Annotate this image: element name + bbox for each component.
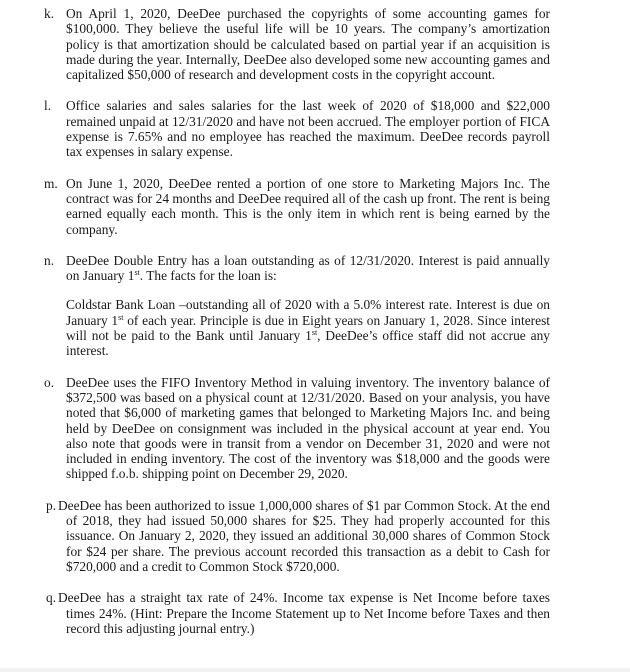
item-marker: k. bbox=[44, 6, 55, 21]
text-segment: DeeDee Double Entry has a loan outstanding as of 12/31/2020. Interest is paid annually on January 1 bbox=[66, 252, 550, 284]
item-text bbox=[66, 253, 550, 284]
text-segment: , DeeDee’s office staff did not accrue any interest. bbox=[66, 328, 550, 359]
item-marker: n. bbox=[44, 252, 55, 268]
item-o bbox=[44, 374, 550, 482]
item-p bbox=[46, 497, 550, 574]
text-segment: Coldstar Bank Loan –outstanding all of 2020 with a 5.0% interest rate. Interest is due on January 1 bbox=[66, 297, 550, 328]
item-text: DeeDee has been authorized to issue 1,000,000 shares of $1 par Common Stock. At the end of 2018, they had issued 50,000 shares for $25. They had properly accounted for this issuance. On January 2, 2020, they issued an additional 30,000 shares of Common Stock for $24 per share. The previous account recorded this transaction as a debit to Cash for $720,000 and a credit to Common Stock $720,000. bbox=[58, 497, 550, 574]
superscript: st bbox=[118, 312, 124, 322]
item-q bbox=[46, 590, 550, 636]
item-l bbox=[44, 98, 550, 160]
item-m bbox=[44, 175, 550, 237]
text-segment: of each year. Principle is due in Eight years on January 1, 2028. Since interest will not be paid to the Bank until January 1 bbox=[66, 312, 550, 344]
item-k bbox=[44, 6, 550, 83]
item-n bbox=[44, 252, 550, 359]
item-marker: q. bbox=[46, 590, 57, 606]
document bbox=[0, 6, 630, 652]
text-segment: . The facts for the loan is: bbox=[139, 268, 277, 284]
item-marker: m. bbox=[44, 175, 58, 191]
item-marker: l. bbox=[44, 98, 52, 114]
page-bottom-edge bbox=[0, 668, 630, 672]
item-text: On April 1, 2020, DeeDee purchased the copyrights of some accounting games for $100,000. They believe the useful life will be 10 years. The company’s amortization policy is that amortization should be calculated based on partial year if an acquisition is made during the year. Internally, DeeDee also developed some new accounting games and capitalized $50,000 of research and development costs in the copyright account. bbox=[66, 6, 550, 83]
loan-details bbox=[66, 297, 550, 358]
item-text: Office salaries and sales salaries for the last week of 2020 of $18,000 and $22,000 remained unpaid at 12/31/2020 and have not been accrued. The employer portion of FICA expense is 7.65% and no employee has reached the maximum. DeeDee records payroll tax expenses in salary expense. bbox=[66, 98, 550, 160]
item-text: DeeDee uses the FIFO Inventory Method in valuing inventory. The inventory balance of $372,500 was based on a physical count at 12/31/2020. Based on your analysis, you have noted that $6,000 of marketing games that belonged to Marketing Majors Inc. and being held by DeeDee on consignment was included in the physical account at year end. You also note that goods were in transit from a vendor on December 31, 2020 and were not included in ending inventory. The cost of the inventory was $18,000 and the goods were shipped f.o.b. shipping point on December 29, 2020. bbox=[66, 374, 550, 482]
item-text: On June 1, 2020, DeeDee rented a portion of one store to Marketing Majors Inc. The contract was for 24 months and DeeDee required all of the cash up front. The rent is being earned equally each month. This is the only item in which rent is being earned by the company. bbox=[66, 175, 550, 237]
superscript: st bbox=[134, 268, 140, 278]
item-text: DeeDee has a straight tax rate of 24%. Income tax expense is Net Income before taxes times 24%. (Hint: Prepare the Income Statement up to Net Income before Taxes and then record this adjusting journal entry.) bbox=[58, 590, 550, 636]
item-marker: p. bbox=[46, 497, 57, 513]
superscript: st bbox=[311, 328, 318, 338]
item-marker: o. bbox=[44, 374, 55, 390]
